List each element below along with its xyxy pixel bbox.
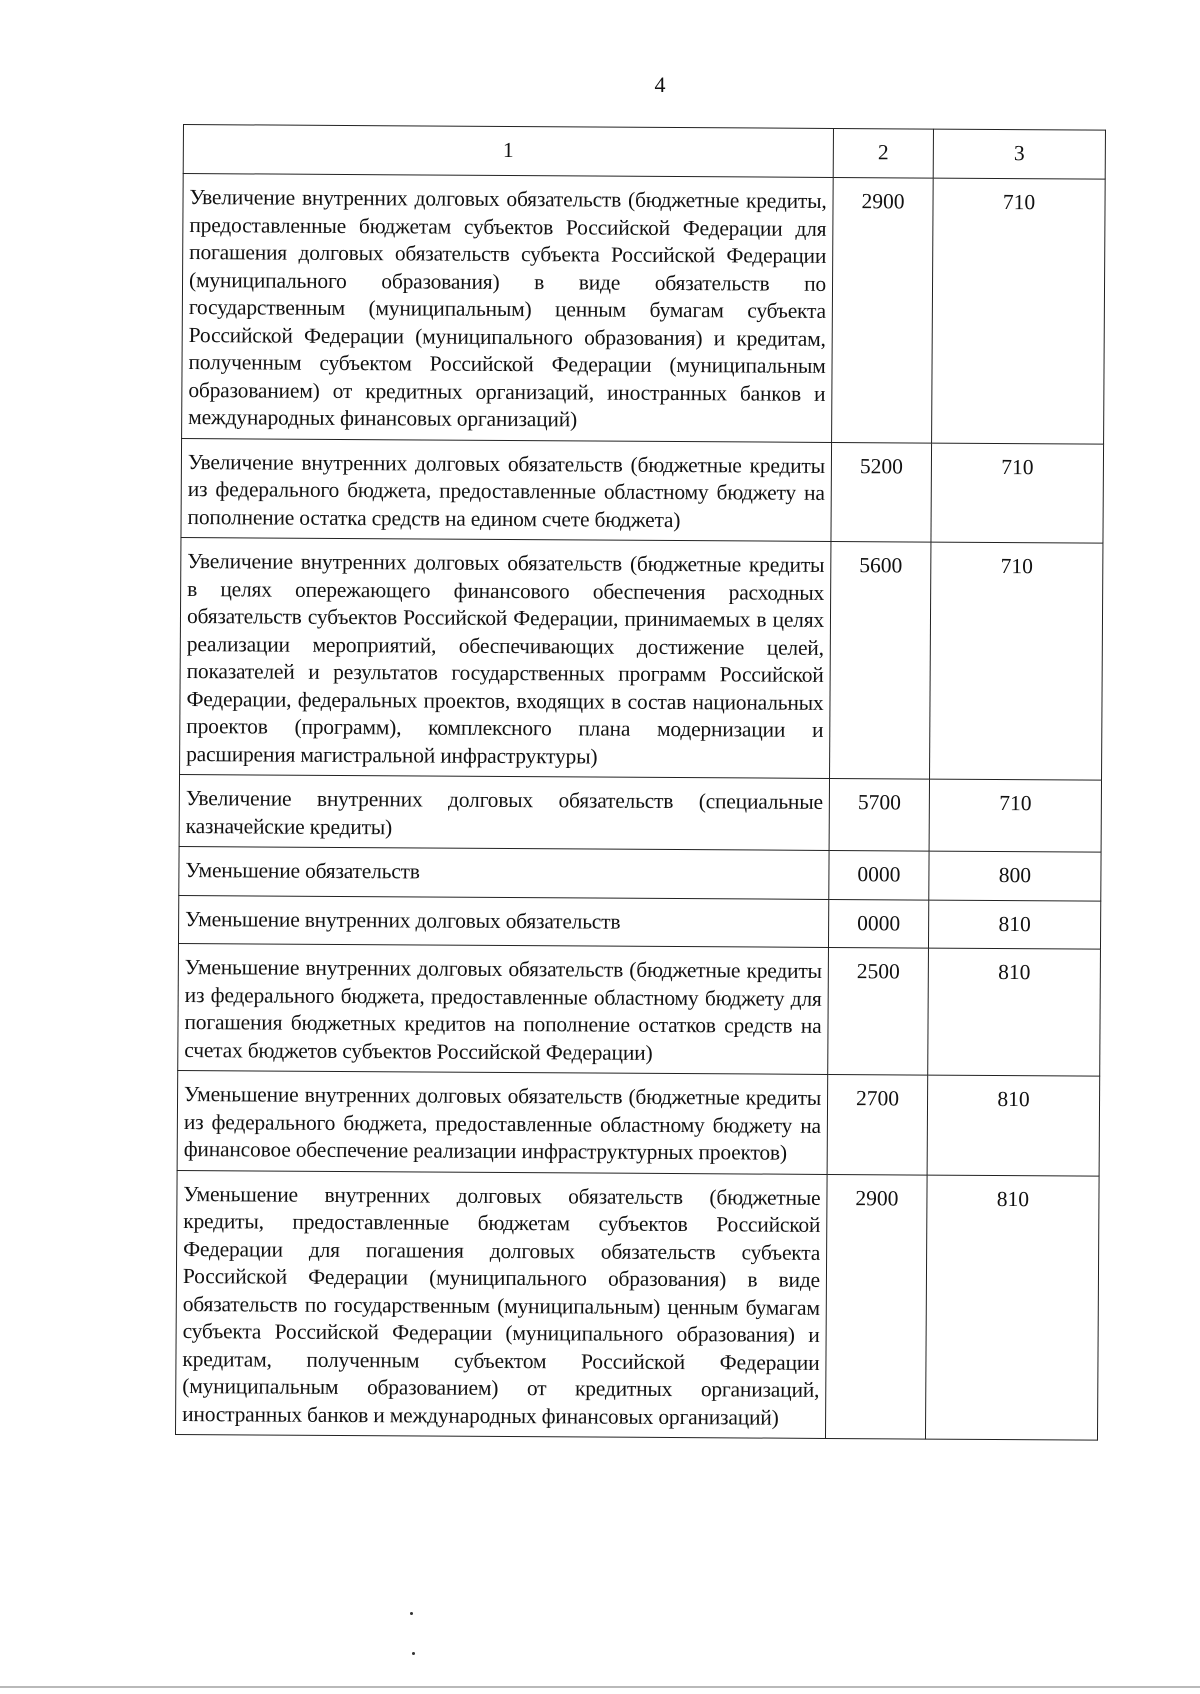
table-header-row (183, 125, 1105, 180)
row-code: 0000 (829, 850, 929, 899)
column-header-3: 3 (933, 129, 1105, 179)
table-row (179, 774, 1101, 852)
row-description: Уменьшение внутренних долговых обязательств (бюджетные кредиты, предоставленные бюджетам субъектов Российской Федерации для погашения долговых обязательств субъекта Российской Федерации (муниципального образования) в виде обязательств по государственным (муниципальным) ценным бумагам субъекта Российской Федерации (муниципального образования) и кредитам, полученным субъектом Российской Федерации (муниципальным образованием) от кредитных организаций, иностранных банков и международных финансовых организаций) (175, 1170, 827, 1438)
row-code: 5600 (830, 541, 931, 779)
row-kind-code: 710 (931, 443, 1104, 544)
table-row (177, 1070, 1100, 1175)
column-header-2: 2 (833, 128, 933, 178)
row-kind-code: 800 (929, 851, 1101, 901)
row-description: Уменьшение внутренних долговых обязательств (бюджетные кредиты из федерального бюджета, предоставленные областному бюджету для погашения бюджетных кредитов на пополнение остатков средств на счетах бюджетов субъектов Российской Федерации) (178, 943, 829, 1074)
scan-speck (410, 1612, 413, 1615)
row-code: 2500 (828, 947, 929, 1075)
row-kind-code: 710 (929, 779, 1101, 852)
row-description: Уменьшение обязательств (179, 846, 829, 898)
row-code: 5200 (831, 442, 932, 542)
row-kind-code: 810 (925, 1175, 1099, 1441)
row-kind-code: 710 (930, 542, 1103, 780)
row-description: Уменьшение внутренних долговых обязательств (178, 895, 828, 947)
row-kind-code: 710 (932, 178, 1106, 444)
row-code: 2700 (827, 1074, 928, 1174)
table-row (182, 174, 1106, 444)
row-description: Увеличение внутренних долговых обязательств (бюджетные кредиты из федерального бюджета, предоставленные областному бюджету на пополнение остатка средств на едином счете бюджета) (181, 438, 832, 541)
row-description: Увеличение внутренних долговых обязательств (специальные казначейские кредиты) (179, 774, 829, 850)
table-row (181, 438, 1104, 543)
table-row (178, 895, 1100, 949)
row-code: 2900 (825, 1174, 927, 1439)
table-row (175, 1170, 1099, 1440)
row-kind-code: 810 (928, 948, 1101, 1076)
table-row (178, 943, 1101, 1076)
scan-speck (412, 1652, 415, 1655)
data-table (175, 124, 1106, 1441)
row-description: Увеличение внутренних долговых обязательств (бюджетные кредиты, предоставленные бюджетам субъектов Российской Федерации для погашения долговых обязательств субъекта Российской Федерации (муниципального образования) в виде обязательств по государственным (муниципальным) ценным бумагам субъекта Российской Федерации (муниципального образования) и кредитам, полученным субъектом Российской Федерации (муниципальным образованием) от кредитных организаций, иностранных банков и международных финансовых организаций) (182, 174, 834, 442)
row-kind-code: 810 (928, 900, 1100, 950)
column-header-1: 1 (183, 125, 833, 178)
table-row (180, 537, 1103, 780)
table-row (179, 846, 1101, 900)
page-number: 4 (654, 72, 666, 97)
row-description: Увеличение внутренних долговых обязательств (бюджетные кредиты в целях опережающего финансового обеспечения расходных обязательств субъектов Российской Федерации, принимаемых в целях реализации мероприятий, обеспечивающих достижение целей, показателей и результатов государственных программ Российской Федерации, федеральных проектов, входящих в состав национальных проектов (программ), комплексного плана модернизации и расширения магистральной инфраструктуры) (180, 537, 831, 778)
row-description: Уменьшение внутренних долговых обязательств (бюджетные кредиты из федерального бюджета, предоставленные областному бюджету на финансовое обеспечение реализации инфраструктурных проектов) (177, 1070, 828, 1173)
row-code: 2900 (832, 177, 934, 442)
scan-edge-line (0, 1686, 1200, 1688)
row-code: 0000 (828, 899, 928, 948)
row-code: 5700 (829, 778, 929, 851)
row-kind-code: 810 (927, 1075, 1100, 1176)
